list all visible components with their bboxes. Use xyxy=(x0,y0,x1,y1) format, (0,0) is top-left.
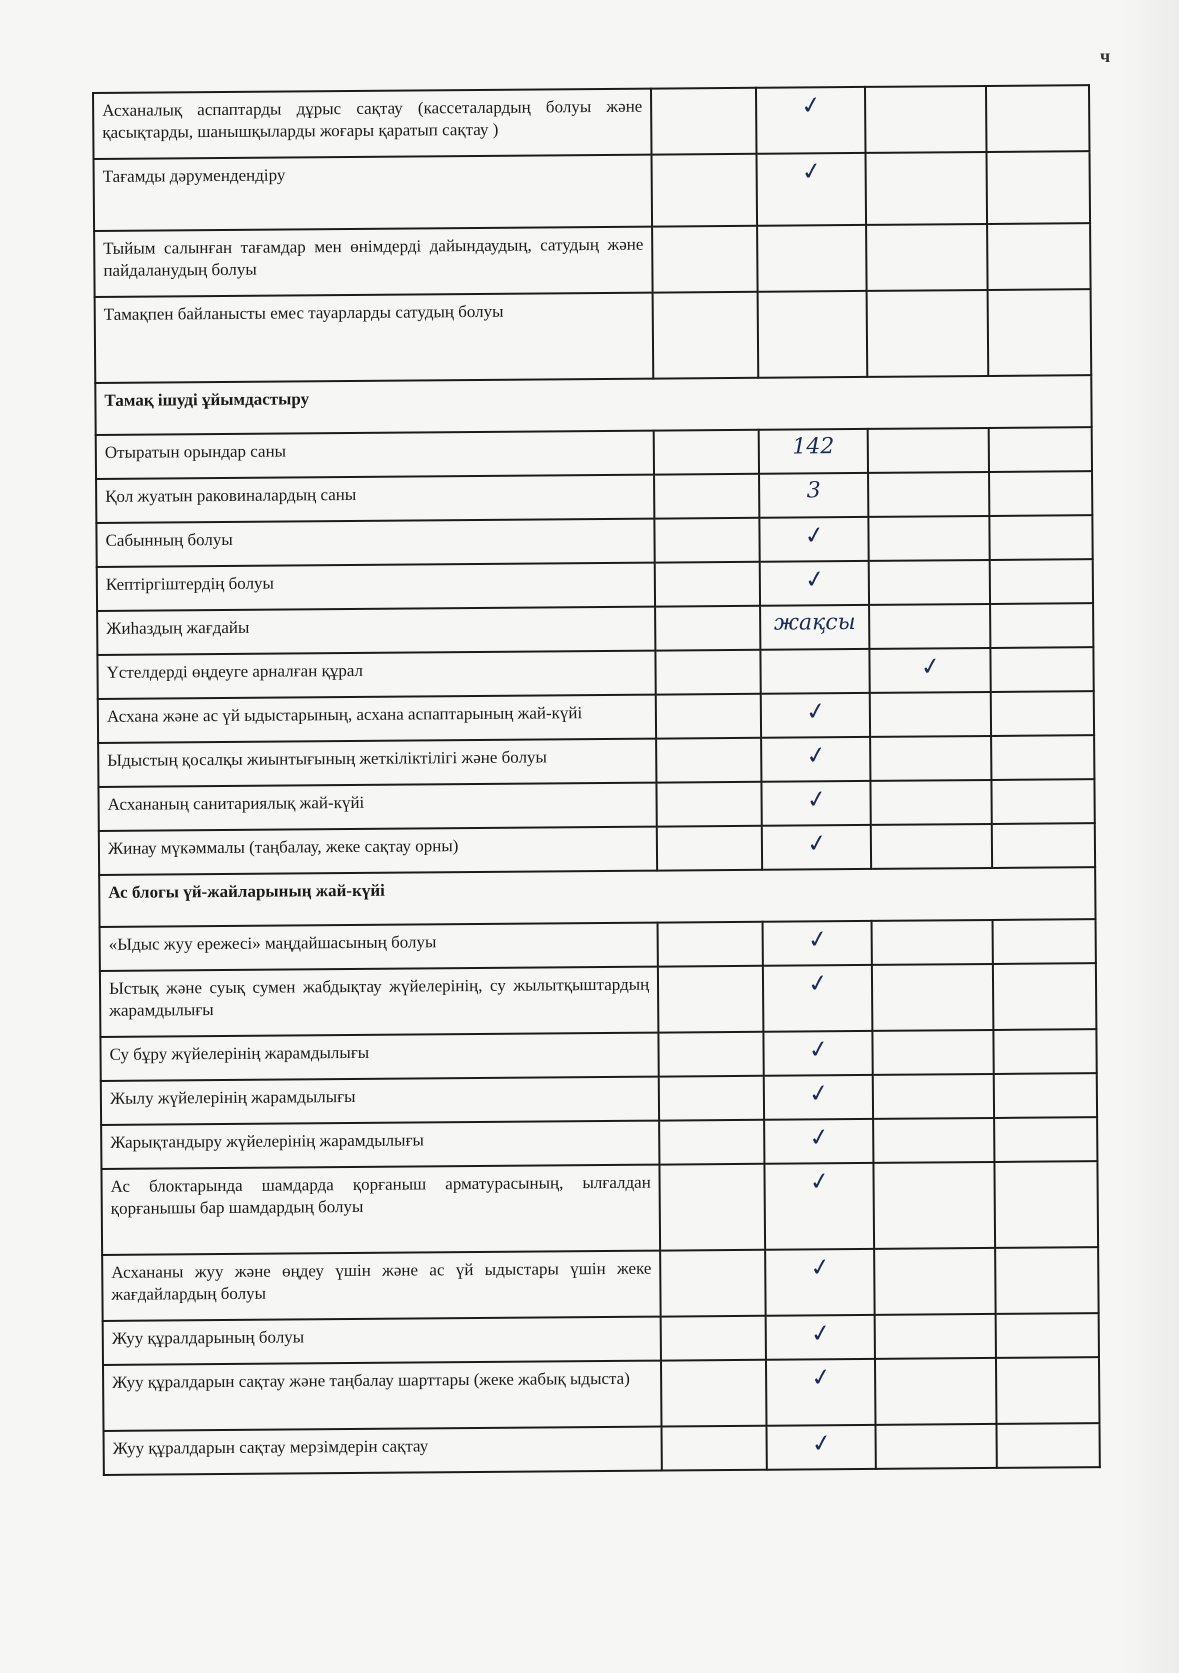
criterion-label: Ас блоктарында шамдарда қорғаныш арматурасының, ылғалдан қорғанышы бар шамдардың болуы xyxy=(101,1165,660,1255)
checklist-row xyxy=(103,1357,1099,1431)
page-edge-shadow xyxy=(1119,0,1179,1673)
checklist-row xyxy=(96,471,1092,523)
checklist-row xyxy=(100,1029,1096,1081)
section-title: Тамақ ішуді ұйымдастыру xyxy=(95,375,1091,435)
assessment-cell-col2[interactable] xyxy=(764,1075,874,1120)
criterion-label: Ыдыстың қосалқы жиынтығының жеткіліктілігі және болуы xyxy=(98,739,657,787)
checkmark-icon: ✓ xyxy=(807,1251,832,1283)
criterion-label: Асхананың санитариялық жай-күйі xyxy=(98,783,657,831)
criterion-label: Жуу құралдарын сақтау мерзімдерін сақтау xyxy=(104,1427,663,1475)
checkmark-icon: ✓ xyxy=(804,828,829,859)
assessment-cell-col1[interactable] xyxy=(660,1164,765,1251)
checklist-row xyxy=(95,289,1092,383)
assessment-cell-col1[interactable] xyxy=(659,1032,764,1077)
checkmark-icon: ✓ xyxy=(806,1077,831,1109)
checklist-row xyxy=(102,1247,1098,1321)
checkmark-icon: ✓ xyxy=(805,924,830,955)
assessment-cell-col1[interactable] xyxy=(656,650,761,695)
assessment-cell-col2[interactable] xyxy=(761,693,871,738)
assessment-cell-col2[interactable] xyxy=(760,649,870,694)
assessment-cell-col1[interactable] xyxy=(652,226,757,293)
assessment-cell-col1[interactable] xyxy=(654,474,759,519)
checkmark-icon: ✓ xyxy=(808,1317,833,1349)
section-title: Ас блогы үй-жайларының жай-күйі xyxy=(99,867,1095,927)
checklist-row xyxy=(101,1117,1097,1169)
criterion-label: Үстелдерді өңдеуге арналған құрал xyxy=(97,651,656,699)
assessment-cell-col2[interactable] xyxy=(764,1119,874,1164)
assessment-cell-col2[interactable] xyxy=(757,291,867,378)
assessment-cell-col4[interactable] xyxy=(996,1357,1099,1424)
assessment-cell-col3[interactable] xyxy=(875,1358,996,1425)
assessment-cell-col2[interactable] xyxy=(766,1425,876,1470)
section-header-row xyxy=(99,867,1095,927)
assessment-cell-col4[interactable] xyxy=(991,691,1094,736)
assessment-cell-col2[interactable] xyxy=(759,429,869,474)
checklist-row xyxy=(94,223,1090,297)
assessment-cell-col4[interactable] xyxy=(995,1247,1098,1314)
checklist-row xyxy=(104,1423,1100,1475)
assessment-cell-col1[interactable] xyxy=(661,1316,766,1361)
criterion-label: Асхананы жуу және өңдеу үшін және ас үй ыдыстары үшін жеке жағдайлардың болуы xyxy=(102,1251,661,1321)
checklist-row xyxy=(97,603,1093,655)
assessment-cell-col3[interactable] xyxy=(870,692,991,737)
assessment-cell-col1[interactable] xyxy=(657,782,762,827)
assessment-cell-col4[interactable] xyxy=(997,1423,1100,1468)
assessment-cell-col2[interactable] xyxy=(759,517,869,562)
checklist-row xyxy=(103,1313,1099,1365)
assessment-cell-col4[interactable] xyxy=(993,963,1096,1030)
assessment-cell-col4[interactable] xyxy=(987,151,1090,224)
assessment-cell-col2[interactable] xyxy=(763,1031,873,1076)
checklist-row xyxy=(97,647,1093,699)
criterion-label: Жуу құралдарының болуы xyxy=(103,1317,662,1365)
assessment-cell-col1[interactable] xyxy=(655,606,760,651)
checklist-row xyxy=(96,427,1092,479)
criterion-label: Жиһаздың жағдайы xyxy=(97,607,656,655)
assessment-cell-col2[interactable] xyxy=(756,153,866,226)
checklist-row xyxy=(101,1161,1098,1255)
criterion-label: Асхана және ас үй ыдыстарының, асхана аспаптарының жай-күйі xyxy=(98,695,657,743)
assessment-cell-col1[interactable] xyxy=(659,1076,764,1121)
page-corner-mark: ч xyxy=(1100,46,1111,66)
assessment-cell-col3[interactable] xyxy=(875,1314,996,1359)
assessment-cell-col3[interactable] xyxy=(873,1030,994,1075)
assessment-cell-col2[interactable] xyxy=(761,737,871,782)
assessment-cell-col1[interactable] xyxy=(651,88,756,155)
assessment-cell-col3[interactable] xyxy=(869,516,990,561)
checkmark-icon: ✓ xyxy=(805,968,830,999)
criterion-label: Жуу құралдарын сақтау және таңбалау шарттары (жеке жабық ыдыста) xyxy=(103,1361,662,1431)
assessment-cell-col4[interactable] xyxy=(986,85,1089,152)
checklist-row xyxy=(94,151,1091,231)
assessment-cell-col2[interactable] xyxy=(766,1359,876,1426)
assessment-cell-col3[interactable] xyxy=(868,428,989,473)
assessment-cell-col3[interactable] xyxy=(872,964,993,1031)
checklist-row xyxy=(98,779,1094,831)
assessment-cell-col4[interactable] xyxy=(989,471,1092,516)
assessment-cell-col1[interactable] xyxy=(662,1426,767,1471)
assessment-cell-col1[interactable] xyxy=(656,694,761,739)
assessment-cell-col3[interactable] xyxy=(868,472,989,517)
assessment-cell-col2[interactable] xyxy=(765,1315,875,1360)
checklist-row xyxy=(101,1073,1097,1125)
criterion-label: Жинау мүкәммалы (таңбалау, жеке сақтау орны) xyxy=(99,827,658,875)
criterion-label: Кептіргіштердің болуы xyxy=(97,563,656,611)
assessment-cell-col4[interactable] xyxy=(991,735,1094,780)
assessment-cell-col3[interactable] xyxy=(870,736,991,781)
assessment-cell-col1[interactable] xyxy=(653,292,758,379)
assessment-cell-col3[interactable] xyxy=(873,1118,994,1163)
checkmark-icon: ✓ xyxy=(802,564,827,595)
assessment-cell-col3[interactable] xyxy=(866,152,987,225)
assessment-cell-col1[interactable] xyxy=(656,738,761,783)
checkmark-icon: ✓ xyxy=(807,1165,832,1197)
assessment-cell-col3[interactable] xyxy=(871,824,992,869)
assessment-cell-col3[interactable] xyxy=(865,86,986,153)
assessment-cell-col4[interactable] xyxy=(990,603,1093,648)
criterion-label: Ыстық және суық сумен жабдықтау жүйелерінің, су жылытқыштардың жарамдылығы xyxy=(100,967,659,1037)
checklist-row xyxy=(98,691,1094,743)
assessment-cell-col1[interactable] xyxy=(652,154,757,227)
assessment-cell-col4[interactable] xyxy=(992,823,1095,868)
checkmark-icon: ✓ xyxy=(803,696,828,727)
inspection-checklist-table xyxy=(92,84,1101,1476)
criterion-label: Асханалық аспаптарды дұрыс сақтау (кассеталардың болуы және қасықтарды, шанышқыларды жоғары қаратып сақтау ) xyxy=(93,89,652,159)
assessment-cell-col3[interactable] xyxy=(869,604,990,649)
assessment-cell-col3[interactable] xyxy=(871,780,992,825)
criterion-label: Отыратын орындар саны xyxy=(96,431,655,479)
assessment-cell-col4[interactable] xyxy=(990,515,1093,560)
assessment-cell-col1[interactable] xyxy=(659,1120,764,1165)
assessment-cell-col4[interactable] xyxy=(996,1313,1099,1358)
checkmark-icon: ✓ xyxy=(802,520,827,551)
checkmark-icon: ✓ xyxy=(804,784,829,815)
assessment-cell-col1[interactable] xyxy=(658,966,763,1033)
assessment-cell-col2[interactable] xyxy=(765,1249,875,1316)
assessment-cell-col3[interactable] xyxy=(869,560,990,605)
criterion-label: Сабынның болуы xyxy=(96,519,655,567)
assessment-cell-col1[interactable] xyxy=(655,518,760,563)
assessment-cell-col1[interactable] xyxy=(655,562,760,607)
section-header-row xyxy=(95,375,1091,435)
assessment-cell-col4[interactable] xyxy=(994,1117,1097,1162)
checklist-row xyxy=(100,919,1096,971)
assessment-cell-col2[interactable] xyxy=(757,225,867,292)
assessment-cell-col4[interactable] xyxy=(990,559,1093,604)
assessment-cell-col2[interactable] xyxy=(762,921,872,966)
assessment-cell-col2[interactable] xyxy=(762,825,872,870)
assessment-cell-col3[interactable] xyxy=(872,920,993,965)
assessment-cell-col1[interactable] xyxy=(660,1250,765,1317)
assessment-cell-col4[interactable] xyxy=(994,1073,1097,1118)
assessment-cell-col3[interactable] xyxy=(874,1248,995,1315)
checklist-row xyxy=(98,735,1094,787)
assessment-cell-col1[interactable] xyxy=(658,922,763,967)
checkmark-icon: ✓ xyxy=(799,156,824,187)
assessment-cell-col2[interactable] xyxy=(756,87,866,154)
assessment-cell-col2[interactable] xyxy=(760,561,870,606)
criterion-label: Тыйым салынған тағамдар мен өнімдерді дайындаудың, сатудың және пайдаланудың болуы xyxy=(94,227,653,297)
checklist-row xyxy=(96,515,1092,567)
criterion-label: Жарықтандыру жүйелерінің жарамдылығы xyxy=(101,1121,660,1169)
assessment-cell-col4[interactable] xyxy=(995,1161,1099,1248)
criterion-label: Су бұру жүйелерінің жарамдылығы xyxy=(100,1033,659,1081)
assessment-cell-col3[interactable] xyxy=(876,1424,997,1469)
assessment-cell-col1[interactable] xyxy=(657,826,762,871)
assessment-cell-col1[interactable] xyxy=(661,1360,766,1427)
criterion-label: Қол жуатын раковиналардың саны xyxy=(96,475,655,523)
assessment-cell-col4[interactable] xyxy=(991,647,1094,692)
assessment-cell-col4[interactable] xyxy=(994,1029,1097,1074)
assessment-cell-col1[interactable] xyxy=(654,430,759,475)
assessment-cell-col2[interactable] xyxy=(759,473,869,518)
assessment-cell-col3[interactable] xyxy=(866,224,987,291)
assessment-cell-col4[interactable] xyxy=(993,919,1096,964)
handwritten-entry: 3 xyxy=(806,478,821,504)
assessment-cell-col3[interactable] xyxy=(870,648,991,693)
assessment-cell-col3[interactable] xyxy=(874,1162,996,1249)
criterion-label: Жылу жүйелерінің жарамдылығы xyxy=(101,1077,660,1125)
handwritten-entry: жақсы xyxy=(773,610,856,636)
criterion-label: Тағамды дәрумендендіру xyxy=(94,155,653,231)
checklist-row xyxy=(99,823,1095,875)
checkmark-icon: ✓ xyxy=(806,1034,831,1065)
checkmark-icon: ✓ xyxy=(798,90,823,121)
assessment-cell-col3[interactable] xyxy=(867,290,989,377)
assessment-cell-col3[interactable] xyxy=(873,1074,994,1119)
checklist-row xyxy=(97,559,1093,611)
assessment-cell-col2[interactable] xyxy=(761,781,871,826)
assessment-cell-col4[interactable] xyxy=(988,289,1092,376)
handwritten-entry: 142 xyxy=(792,434,835,460)
checkmark-icon: ✓ xyxy=(808,1361,833,1393)
assessment-cell-col4[interactable] xyxy=(989,427,1092,472)
assessment-cell-col2[interactable] xyxy=(763,965,873,1032)
assessment-cell-col4[interactable] xyxy=(987,223,1090,290)
checklist-row xyxy=(93,85,1089,159)
assessment-cell-col4[interactable] xyxy=(992,779,1095,824)
checkmark-icon: ✓ xyxy=(809,1427,834,1459)
checklist-row xyxy=(100,963,1096,1037)
assessment-cell-col2[interactable] xyxy=(760,605,870,650)
checkmark-icon: ✓ xyxy=(806,1121,831,1153)
assessment-cell-col2[interactable] xyxy=(764,1163,874,1250)
criterion-label: Тамақпен байланысты емес тауарларды сатудың болуы xyxy=(95,293,654,383)
checkmark-icon: ✓ xyxy=(918,651,943,682)
criterion-label: «Ыдыс жуу ережесі» маңдайшасының болуы xyxy=(100,923,659,971)
checkmark-icon: ✓ xyxy=(803,740,828,771)
